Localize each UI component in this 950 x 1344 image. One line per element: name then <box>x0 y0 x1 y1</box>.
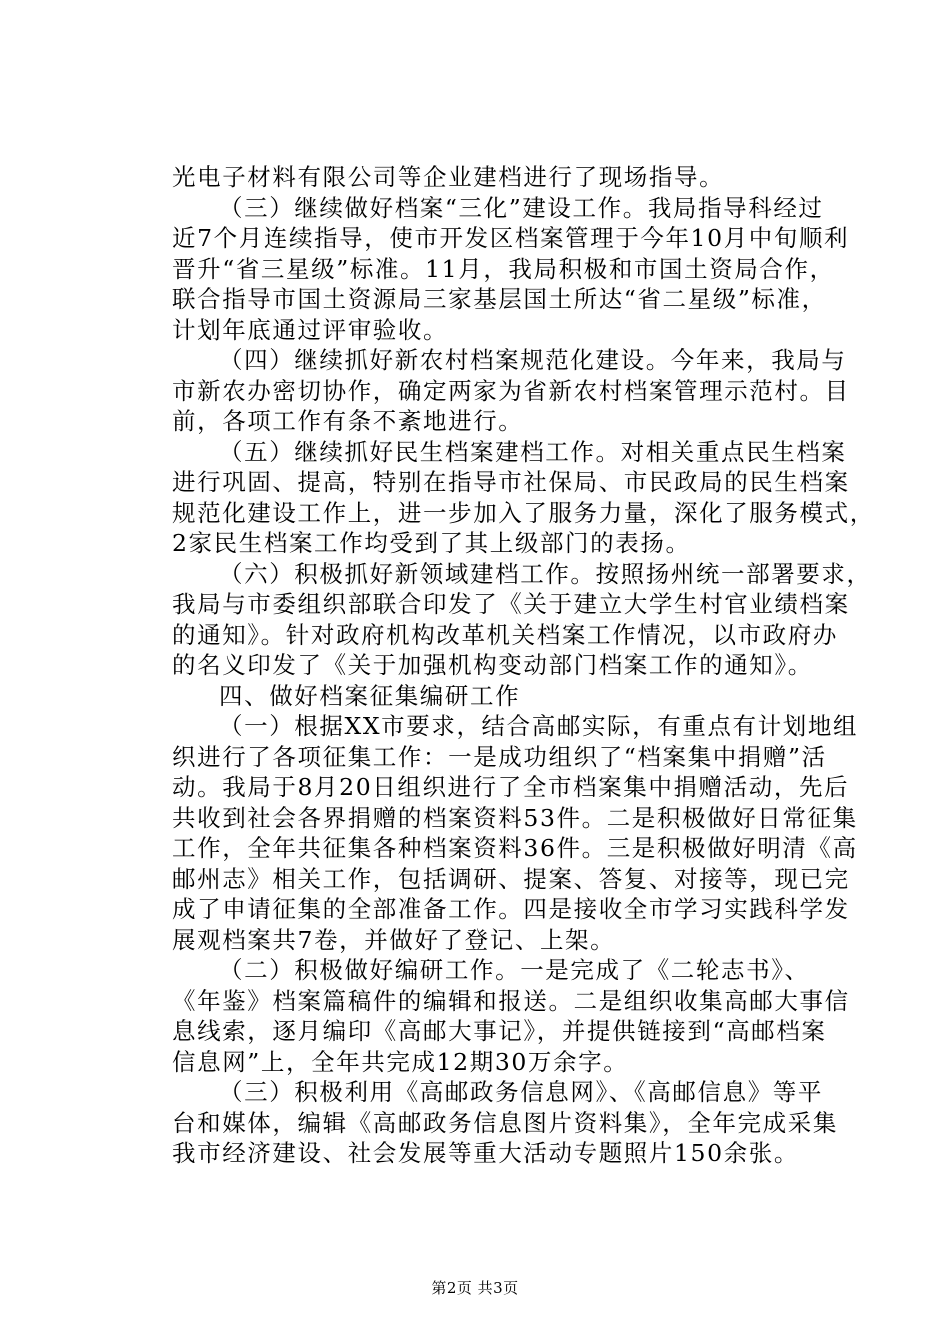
text-line: 工作，全年共征集各种档案资料36件。三是积极做好明清《高 <box>172 834 858 862</box>
text-line: 进行巩固、提高，特别在指导市社保局、市民政局的民生档案 <box>172 468 850 496</box>
text-line: （四）继续抓好新农村档案规范化建设。今年来，我局与 <box>219 346 847 374</box>
text-line: 联合指导市国土资源局三家基层国土所达“省二星级”标准， <box>172 285 827 313</box>
text-line: 的通知》。针对政府机构改革机关档案工作情况，以市政府办 <box>172 620 838 649</box>
text-line: 计划年底通过评审验收。 <box>172 315 449 344</box>
text-line: 我局与市委组织部联合印发了《关于建立大学生村官业绩档案 <box>172 590 850 618</box>
text-line: （三）积极利用《高邮政务信息网》、《高邮信息》等平 <box>219 1078 823 1106</box>
text-line: （一）根据XX市要求，结合高邮实际，有重点有计划地组 <box>219 712 859 740</box>
text-line: 规范化建设工作上，进一步加入了服务力量，深化了服务模式， <box>172 498 875 527</box>
text-line: 邮州志》相关工作，包括调研、提案、答复、对接等，现已完 <box>172 864 850 893</box>
text-line: （五）继续抓好民生档案建档工作。对相关重点民生档案 <box>219 437 847 466</box>
text-line: 织进行了各项征集工作：一是成功组织了“档案集中捐赠”活 <box>172 742 827 771</box>
text-line: 展观档案共7卷，并做好了登记、上架。 <box>172 925 616 954</box>
text-line: 光电子材料有限公司等企业建档进行了现场指导。 <box>172 163 725 191</box>
text-line: 晋升“省三星级”标准。11月，我局积极和市国土资局合作， <box>172 254 835 283</box>
text-line: （二）积极做好编研工作。一是完成了《二轮志书》、 <box>219 956 810 984</box>
text-line: （六）积极抓好新领域建档工作。按照扬州统一部署要求， <box>219 559 872 588</box>
text-line: 前，各项工作有条不紊地进行。 <box>172 407 524 435</box>
page-number-footer: 第2页 共3页 <box>431 1279 519 1297</box>
text-line: 台和媒体，编辑《高邮政务信息图片资料集》，全年完成采集 <box>172 1108 838 1137</box>
text-line: （三）继续做好档案“三化”建设工作。我局指导科经过 <box>219 193 824 222</box>
text-line: 近7个月连续指导，使市开发区档案管理于今年10月中旬顺利 <box>172 224 850 252</box>
text-line: 动。我局于8月20日组织进行了全市档案集中捐赠活动，先后 <box>172 773 850 801</box>
text-line: 息线索，逐月编印《高邮大事记》，并提供链接到“高邮档案 <box>172 1017 827 1045</box>
text-line: 《年鉴》档案篇稿件的编辑和报送。二是组织收集高邮大事信 <box>172 986 850 1015</box>
document-body <box>172 162 875 1169</box>
text-line: 我市经济建设、社会发展等重大活动专题照片150余张。 <box>172 1139 799 1167</box>
text-line: 共收到社会各界捐赠的档案资料53件。二是积极做好日常征集 <box>172 803 858 832</box>
section-heading: 四、做好档案征集编研工作 <box>219 681 521 710</box>
text-line: 成了申请征集的全部准备工作。四是接收全市学习实践科学发 <box>172 895 850 923</box>
text-line: 的名义印发了《关于加强机构变动部门档案工作的通知》。 <box>172 651 813 679</box>
text-line: 信息网”上，全年共完成12期30万余字。 <box>172 1047 629 1076</box>
text-line: 2家民生档案工作均受到了其上级部门的表扬。 <box>172 529 691 557</box>
text-line: 市新农办密切协作，确定两家为省新农村档案管理示范村。目 <box>172 376 850 405</box>
